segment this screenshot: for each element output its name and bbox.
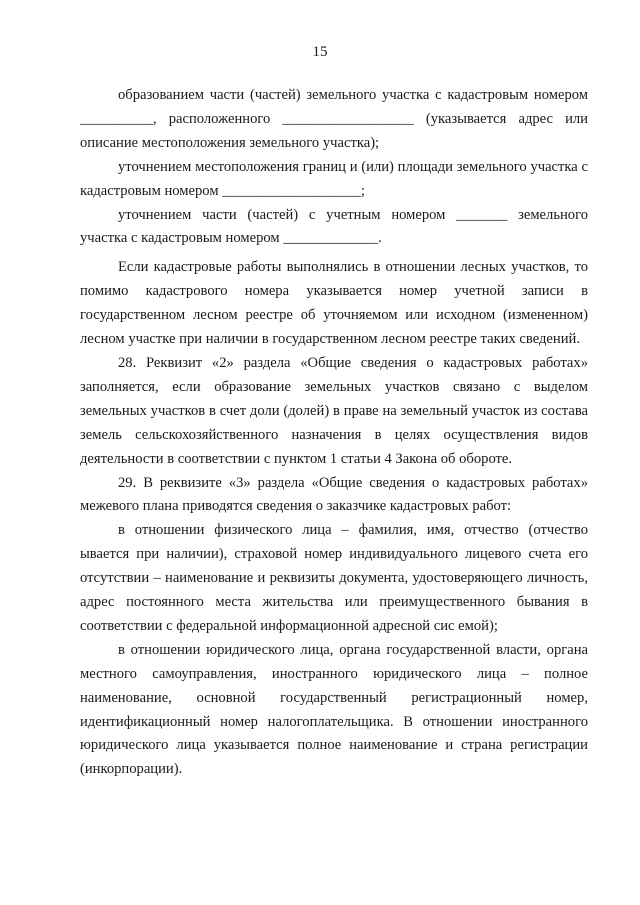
paragraph-item-29: 29. В реквизите «3» раздела «Общие сведения о кадастровых работах» межевого плана приводятся сведения о заказчике кадастровых работ:: [80, 474, 588, 515]
page-number: 15: [312, 44, 328, 60]
paragraph-item-28: 28. Реквизит «2» раздела «Общие сведения о кадастровых работах» заполняется, если образование земельных участков связано с выделом земельных участков в счет доли (долей) в праве на земельный участок из состава земель сельскохозяйственного назначения в целях осуществления видов деятельности в соответствии с пунктом 1 статьи 4 Закона об обороте.: [80, 354, 588, 467]
paragraph-legal-entity: в отношении юридического лица, органа государственной власти, органа местного самоуправления, иностранного юридического лица – полное наименование, основной государственный регистрационный номер, идентификационный номер налогоплательщика. В отношении иностранного юридического лица указывается полное наименование и страна регистрации (инкорпорации).: [80, 641, 588, 778]
paragraph-part-clarification: уточнением части (частей) с учетным номером _______ земельного участка с кадастровым номером _____________.: [80, 206, 588, 247]
paragraph-boundary-clarification: уточнением местоположения границ и (или) площади земельного участка с кадастровым номером ___________________;: [80, 158, 588, 199]
paragraph-individual: в отношении физического лица – фамилия, имя, отчество (отчество ывается при наличии), страховой номер индивидуального лицевого счета его отсутствии – наименование и реквизиты документа, удостоверяющего личность, адрес постоянного места жительства или преимущественного бывания в соответствии с федеральной информационной адресной сис емой);: [80, 522, 588, 634]
paragraph-formation-of-parts: образованием части (частей) земельного участка с кадастровым номером __________, расположенного __________________ (указывается адрес или описание местоположения земельного участка);: [80, 87, 588, 151]
paragraph-forest-plots: Если кадастровые работы выполнялись в отношении лесных участков, то помимо кадастрового номера указывается номер учетной записи в государственном лесном реестре об уточняемом или исходном (измененном) лесном участке при наличии в государственном лесном реестре таких сведений.: [80, 259, 588, 348]
document-body: [80, 84, 588, 782]
